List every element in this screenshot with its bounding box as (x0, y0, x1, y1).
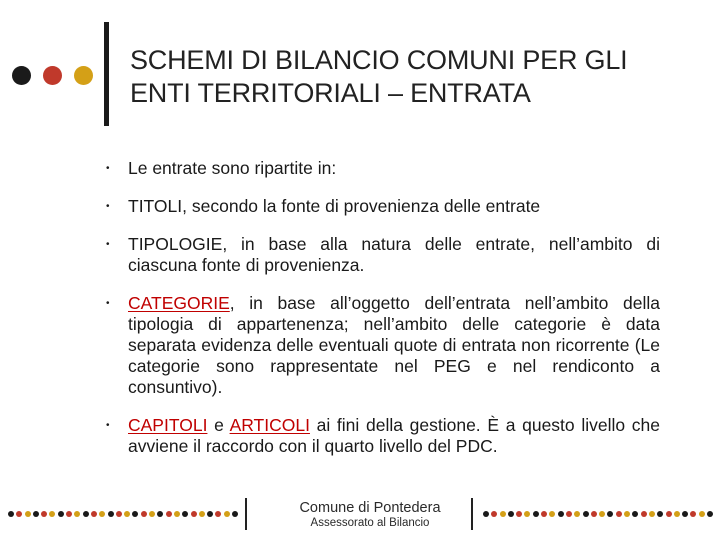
footer-dot (549, 511, 555, 517)
title-line-2: ENTI TERRITORIALI – ENTRATA (130, 78, 531, 108)
footer-dot (707, 511, 713, 517)
footer-dot (682, 511, 688, 517)
dept-name: Assessorato al Bilancio (310, 517, 430, 529)
footer-dot (116, 511, 122, 517)
footer-dot (616, 511, 622, 517)
footer-divider-left (245, 498, 247, 530)
footer-dot (516, 511, 522, 517)
link-articoli[interactable]: ARTICOLI (229, 415, 310, 435)
footer-dot (574, 511, 580, 517)
footer-dot (174, 511, 180, 517)
footer-dot (500, 511, 506, 517)
slide-title (130, 44, 700, 110)
bullet-icon: • (106, 239, 110, 250)
bullet-icon: • (106, 201, 110, 212)
footer-dot (566, 511, 572, 517)
footer-dot (182, 511, 188, 517)
footer-dot (74, 511, 80, 517)
footer-dot (207, 511, 213, 517)
bullet-item-titoli (104, 196, 660, 217)
bullet-text: , secondo la fonte di provenienza delle entrate (182, 196, 541, 216)
footer-dot (33, 511, 39, 517)
bullet-text: , in base all’oggetto dell’entrata nell’ambito della tipologia di appartenenza; nell’ambito delle categorie è data separata evidenza delle eventuali quote di entrata non ricorrente (Le categorie sono rappresentate nel PEG e nel rendiconto a consuntivo). (128, 293, 660, 397)
footer-dot (624, 511, 630, 517)
footer-dot (674, 511, 680, 517)
footer-dot (649, 511, 655, 517)
keyword-titoli: TITOLI (128, 196, 183, 216)
footer-dot (99, 511, 105, 517)
footer-dot (558, 511, 564, 517)
bullet-icon: • (106, 298, 110, 309)
footer-dot (541, 511, 547, 517)
footer-dot (690, 511, 696, 517)
footer-dot (166, 511, 172, 517)
link-capitoli[interactable]: CAPITOLI (128, 415, 208, 435)
title-divider (104, 22, 109, 126)
link-categorie[interactable]: CATEGORIE (128, 293, 230, 313)
title-decoration-dots (12, 66, 93, 85)
red-dot (43, 66, 62, 85)
bullet-item-intro (104, 158, 660, 179)
footer-dot (641, 511, 647, 517)
footer-dot (599, 511, 605, 517)
gold-dot (74, 66, 93, 85)
footer-dot (199, 511, 205, 517)
footer-dot (49, 511, 55, 517)
footer-dot (699, 511, 705, 517)
footer-dot (666, 511, 672, 517)
bullet-text: ai fini della gestione. È a questo livello che avviene il raccordo con il quarto livello del PDC. (128, 415, 660, 456)
footer-dot (591, 511, 597, 517)
footer-dot (508, 511, 514, 517)
footer-dot (108, 511, 114, 517)
footer-dot (483, 511, 489, 517)
bullet-list (104, 158, 660, 474)
footer-dot (215, 511, 221, 517)
footer-dot (141, 511, 147, 517)
footer-dot (91, 511, 97, 517)
bullet-item-tipologie (104, 234, 660, 276)
bullet-icon: • (106, 420, 110, 431)
footer-dots-right (483, 511, 713, 517)
footer-dot (607, 511, 613, 517)
footer-dot (149, 511, 155, 517)
footer-dot (41, 511, 47, 517)
bullet-item-categorie (104, 293, 660, 398)
footer-dot (58, 511, 64, 517)
dark-dot (12, 66, 31, 85)
footer-divider-right (471, 498, 473, 530)
footer (0, 498, 720, 538)
footer-dot (16, 511, 22, 517)
footer-dot (632, 511, 638, 517)
footer-dot (583, 511, 589, 517)
footer-dot (224, 511, 230, 517)
footer-dot (25, 511, 31, 517)
footer-dot (232, 511, 238, 517)
keyword-tipologie: TIPOLOGIE (128, 234, 223, 254)
footer-dot (124, 511, 130, 517)
bullet-text: Le entrate sono ripartite in: (128, 158, 337, 178)
footer-dot (657, 511, 663, 517)
footer-dot (8, 511, 14, 517)
org-name: Comune di Pontedera (299, 500, 441, 516)
footer-dot (491, 511, 497, 517)
footer-dots-left (8, 511, 238, 517)
footer-dot (83, 511, 89, 517)
bullet-icon: • (106, 163, 110, 174)
footer-logo (290, 501, 450, 531)
footer-dot (191, 511, 197, 517)
footer-dot (533, 511, 539, 517)
footer-dot (157, 511, 163, 517)
footer-dot (524, 511, 530, 517)
title-line-1: SCHEMI DI BILANCIO COMUNI PER GLI (130, 45, 628, 75)
bullet-text-connector: e (207, 415, 230, 435)
bullet-item-capitoli (104, 415, 660, 457)
footer-dot (66, 511, 72, 517)
bullet-text: , in base alla natura delle entrate, nell’ambito di ciascuna fonte di provenienza. (128, 234, 660, 275)
footer-dot (132, 511, 138, 517)
